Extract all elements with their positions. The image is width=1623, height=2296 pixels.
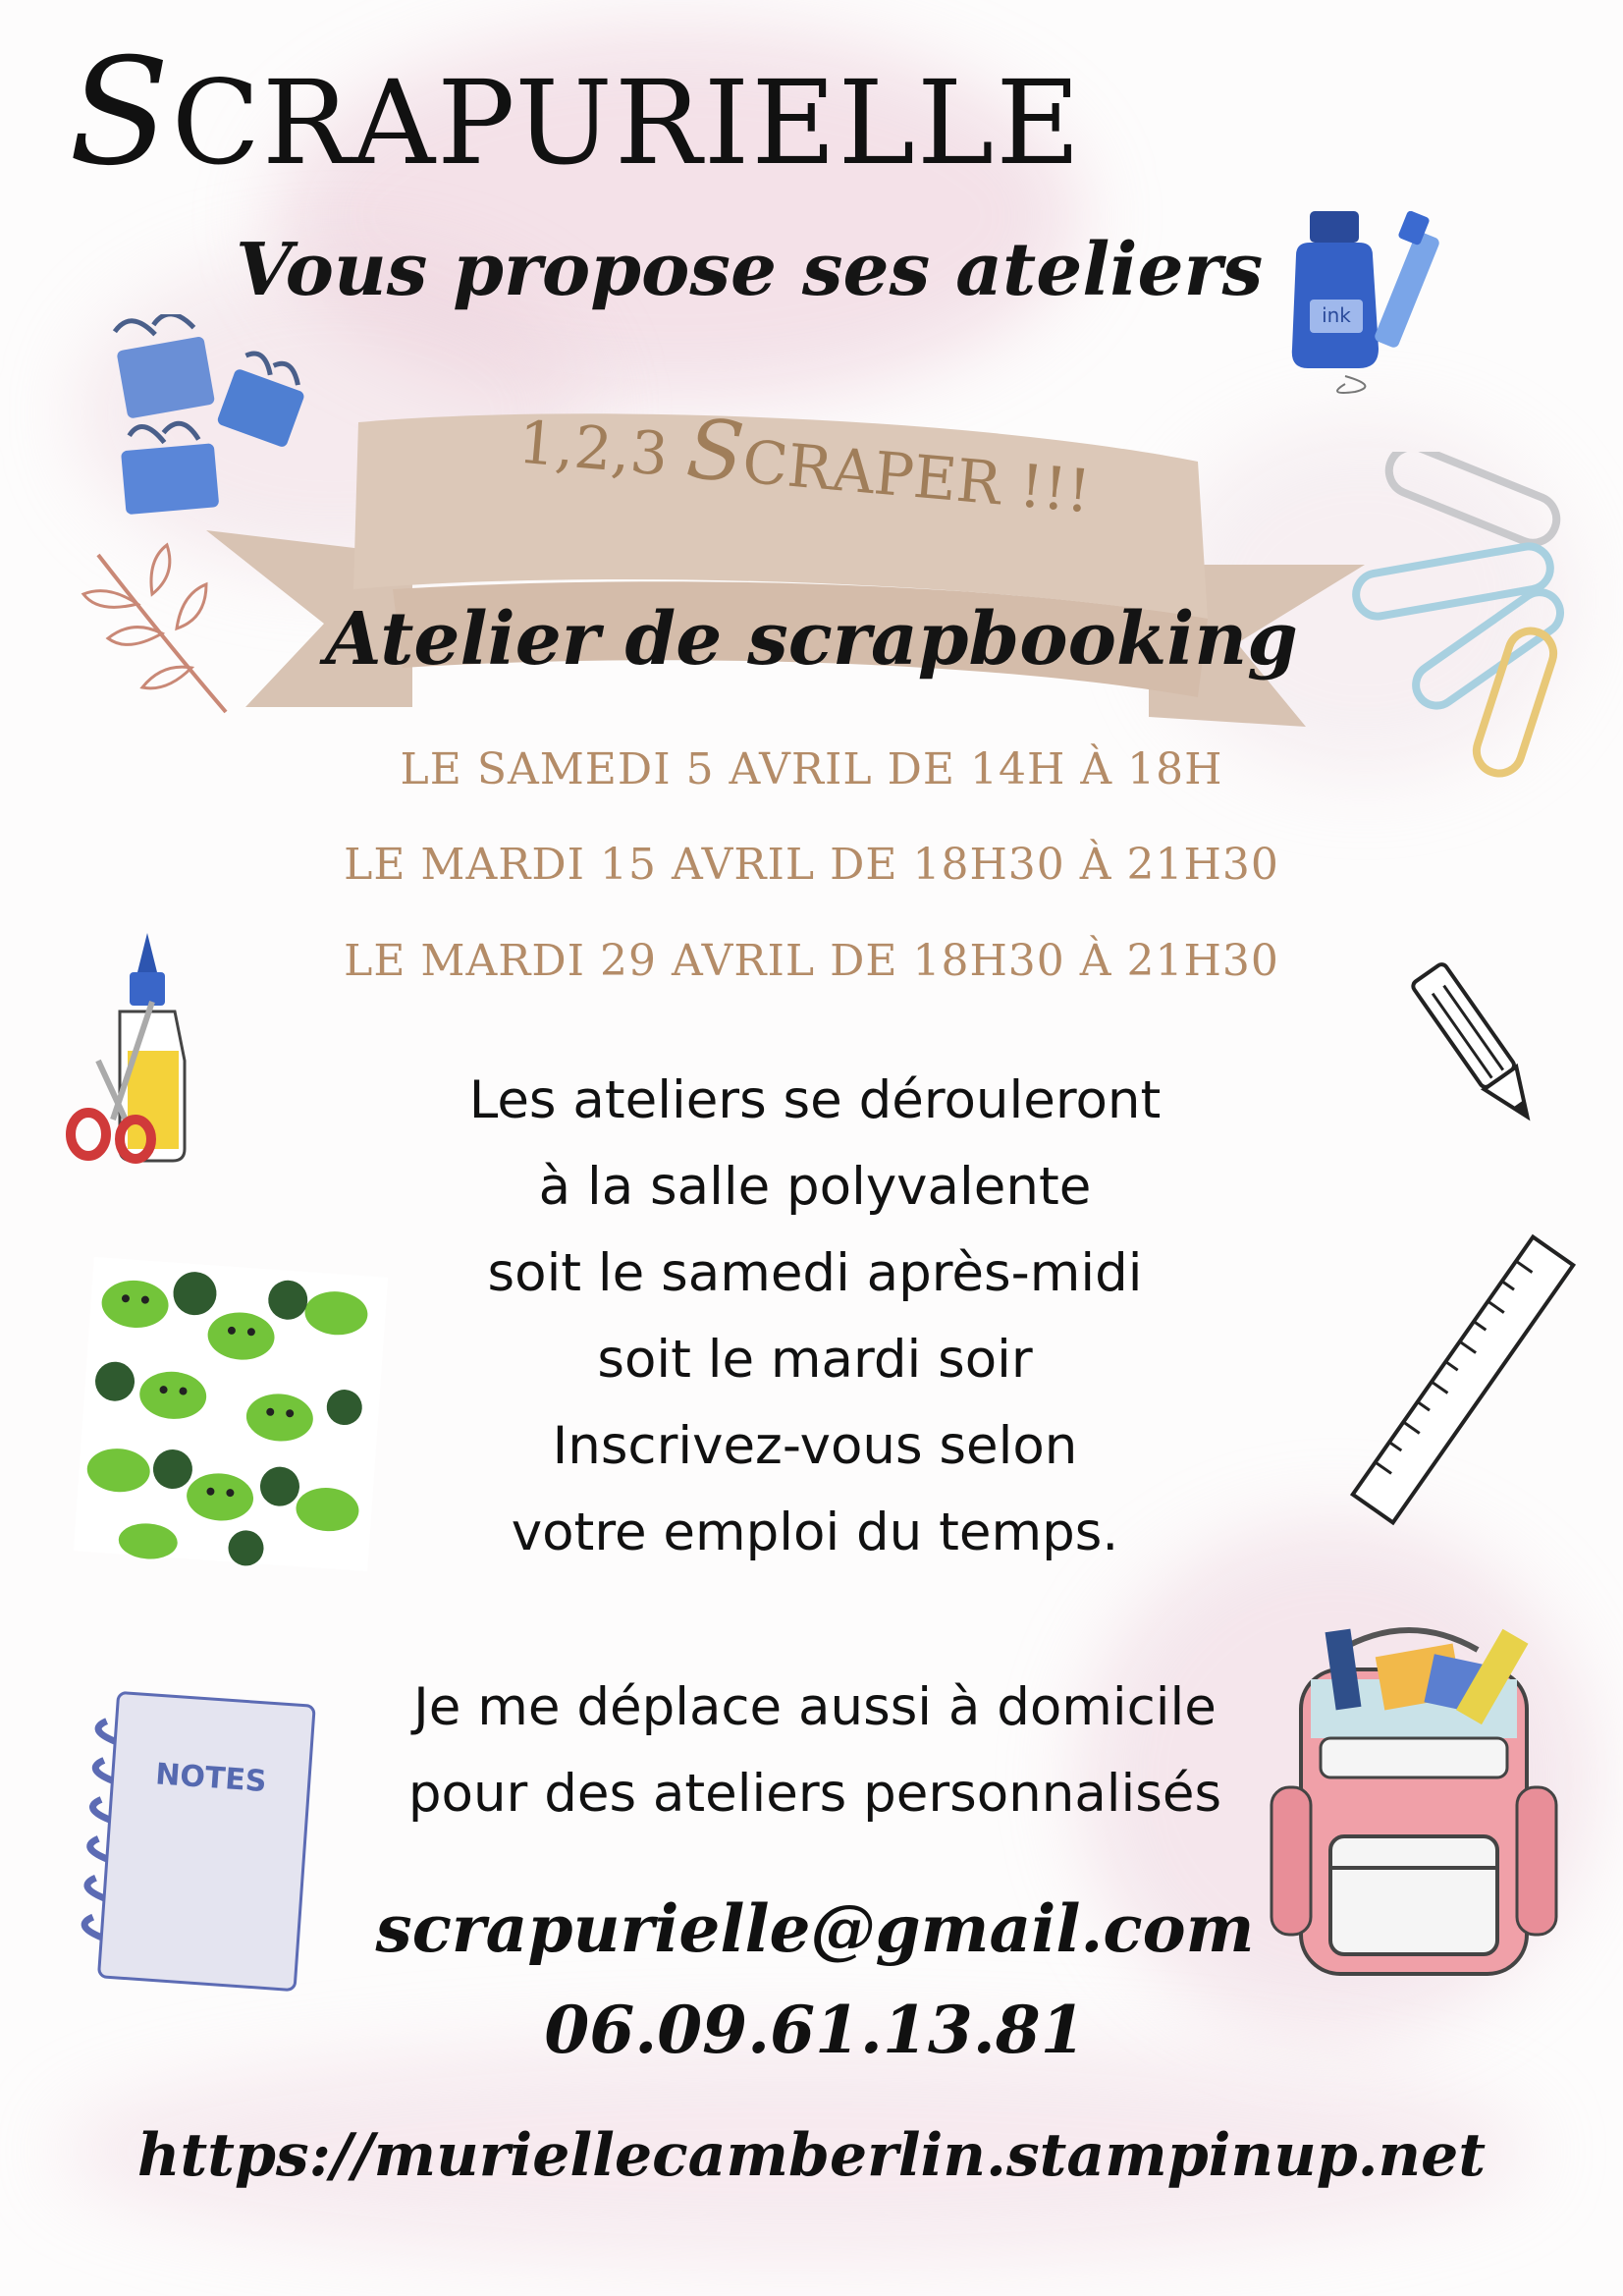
glue-scissors-icon xyxy=(59,933,245,1169)
description-line: soit le samedi après-midi xyxy=(487,1243,1143,1303)
subtitle: Vous propose ses ateliers xyxy=(236,228,1264,312)
description-line: Inscrivez-vous selon xyxy=(552,1416,1078,1476)
frog-pattern-paper-icon xyxy=(69,1252,393,1576)
notes-label: NOTES xyxy=(154,1757,268,1800)
notes-notebook-icon xyxy=(79,1689,334,2003)
pencil-icon xyxy=(1404,957,1551,1134)
date-line: LE MARDI 29 AVRIL DE 18H30 À 21H30 xyxy=(344,936,1279,986)
date-line: LE MARDI 15 AVRIL DE 18H30 À 21H30 xyxy=(344,840,1279,890)
description-line: votre emploi du temps. xyxy=(511,1503,1119,1562)
title-rest: CRAPURIELLE xyxy=(171,55,1083,191)
website-link[interactable]: https://muriellecamberlin.stampinup.net xyxy=(136,2121,1487,2190)
backpack-icon xyxy=(1232,1611,1586,1994)
ink-bottle-icon xyxy=(1286,211,1453,398)
email-address[interactable]: scrapurielle@gmail.com xyxy=(375,1890,1255,1967)
leaf-branch-icon xyxy=(79,535,245,722)
description-line: Les ateliers se dérouleront xyxy=(468,1070,1162,1130)
ribbon-initial: S xyxy=(682,400,748,502)
home-visit-line: pour des ateliers personnalisés xyxy=(407,1764,1222,1824)
title-initial: S xyxy=(69,27,172,198)
ribbon-rest: CRAPER !!! xyxy=(739,427,1094,527)
workshop-heading: Atelier de scrapbooking xyxy=(325,597,1298,682)
binder-clips-icon xyxy=(93,314,319,520)
page-title xyxy=(69,27,1083,198)
phone-number[interactable]: 06.09.61.13.81 xyxy=(544,1992,1086,2068)
home-visit-line: Je me déplace aussi à domicile xyxy=(413,1677,1217,1737)
description-line: à la salle polyvalente xyxy=(538,1157,1092,1217)
description-line: soit le mardi soir xyxy=(597,1330,1033,1390)
ribbon-prefix: 1,2,3 xyxy=(515,408,690,492)
ruler-icon xyxy=(1345,1232,1581,1527)
paper-clips-icon xyxy=(1345,452,1600,786)
ink-label: ink xyxy=(1322,303,1351,327)
date-line: LE SAMEDI 5 AVRIL DE 14H À 18H xyxy=(400,744,1223,794)
